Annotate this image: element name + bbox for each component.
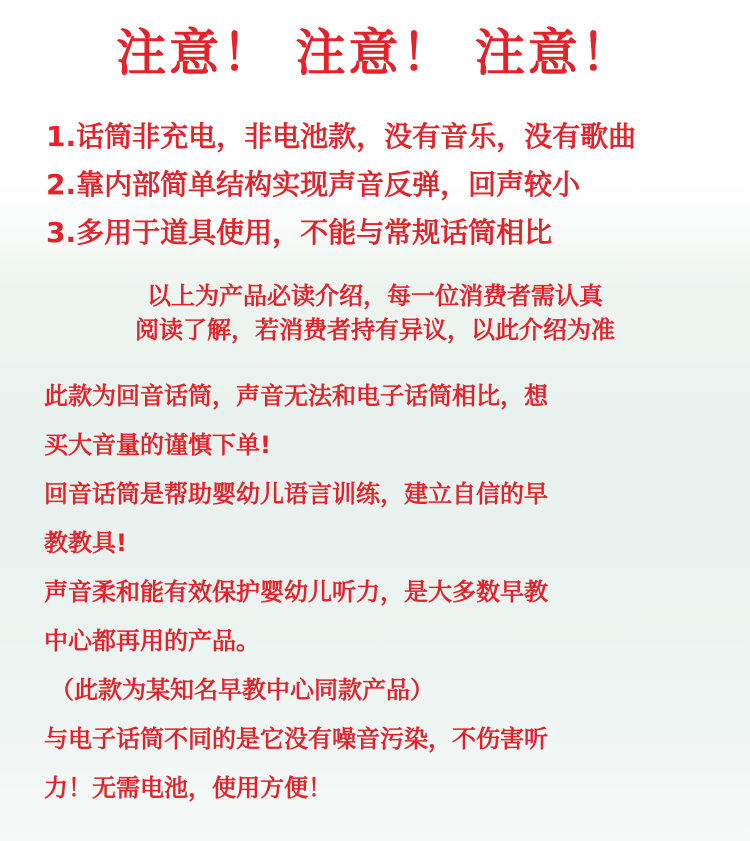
notice-line-3: 3.多用于道具使用，不能与常规话筒相比 [46, 216, 553, 249]
notice-line-1: 1.话筒非充电，非电池款，没有音乐，没有歌曲 [46, 120, 637, 153]
body-line-6: 中心都再用的产品。 [44, 627, 260, 655]
intro-line-1: 以上为产品必读介绍，每一位消费者需认真 [147, 282, 603, 310]
body-line-2: 买大音量的谨慎下单! [44, 431, 271, 459]
body-line-1: 此款为回音话筒，声音无法和电子话筒相比，想 [44, 382, 548, 410]
body-line-3: 回音话筒是帮助婴幼儿语言训练，建立自信的早 [44, 480, 548, 508]
body-line-9: 力！无需电池，使用方便！ [44, 774, 332, 802]
body-line-5: 声音柔和能有效保护婴幼儿听力，是大多数早教 [44, 578, 548, 606]
body-line-8: 与电子话筒不同的是它没有噪音污染，不伤害听 [44, 725, 548, 753]
body-line-7: （此款为某知名早教中心同款产品） [50, 676, 434, 704]
notice-line-2: 2.靠内部简单结构实现声音反弹，回声较小 [46, 168, 581, 201]
intro-line-2: 阅读了解，若消费者持有异议，以此介绍为准 [135, 316, 615, 344]
warning-title: 注意！ 注意！ 注意！ [116, 24, 634, 82]
body-line-4: 教教具! [44, 529, 127, 557]
